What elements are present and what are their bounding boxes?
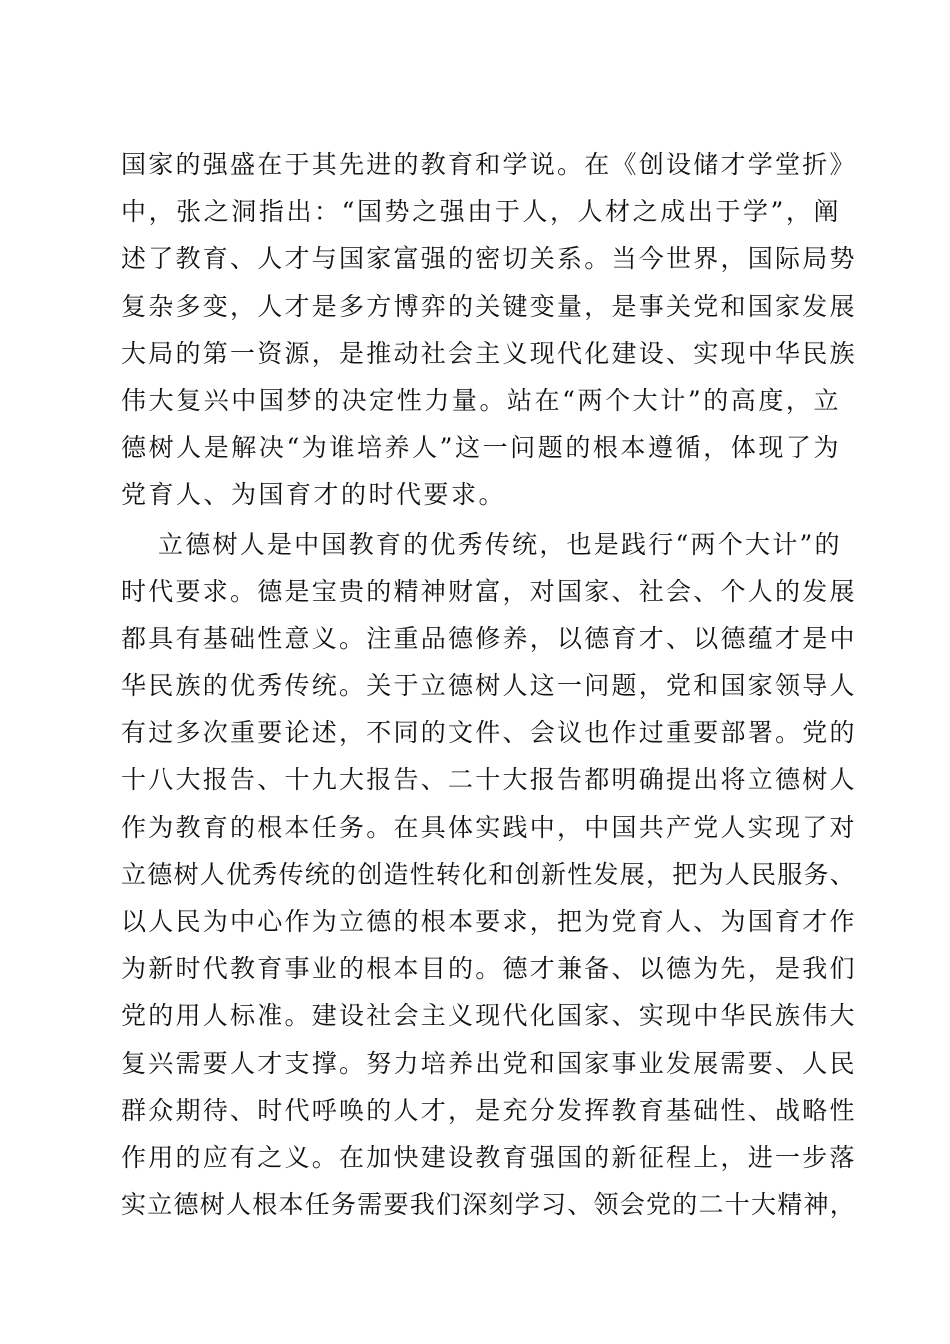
text-line: 时代要求。德是宝贵的精神财富，对国家、社会、个人的发展 [121, 576, 857, 606]
text-line: 党育人、为国育才的时代要求。 [121, 480, 507, 510]
text-line: 德树人是解决“为谁培养人”这一问题的根本遵循，体现了为 [121, 433, 841, 463]
text-line: 立德树人是中国教育的优秀传统，也是践行“两个大计”的 [158, 529, 841, 559]
text-line: 有过多次重要论述，不同的文件、会议也作过重要部署。党的 [121, 718, 857, 748]
text-line: 中，张之洞指出：“国势之强由于人，人材之成出于学”，阐 [121, 197, 841, 227]
text-line: 党的用人标准。建设社会主义现代化国家、实现中华民族伟大 [121, 1001, 857, 1031]
text-line: 实立德树人根本任务需要我们深刻学习、领会党的二十大精神， [121, 1190, 857, 1220]
text-line: 以人民为中心作为立德的根本要求，把为党育人、为国育才作 [121, 907, 857, 936]
text-line: 国家的强盛在于其先进的教育和学说。在《创设储才学堂折》 [121, 150, 857, 179]
text-line: 述了教育、人才与国家富强的密切关系。当今世界，国际局势 [121, 244, 857, 274]
text-line: 立德树人优秀传统的创造性转化和创新性发展，把为人民服务、 [121, 859, 857, 889]
text-line: 作为教育的根本任务。在具体实践中，中国共产党人实现了对 [121, 812, 857, 842]
text-line: 作用的应有之义。在加快建设教育强国的新征程上，进一步落 [121, 1142, 857, 1172]
text-line: 复兴需要人才支撑。努力培养出党和国家事业发展需要、人民 [121, 1048, 857, 1078]
text-line: 群众期待、时代呼唤的人才，是充分发挥教育基础性、战略性 [121, 1095, 857, 1125]
body-text [121, 141, 857, 1228]
text-line: 都具有基础性意义。注重品德修养，以德育才、以德蕴才是中 [121, 623, 857, 653]
text-line: 十八大报告、十九大报告、二十大报告都明确提出将立德树人 [121, 765, 857, 795]
paragraph-1 [121, 141, 857, 519]
text-line: 复杂多变，人才是多方博弈的关键变量，是事关党和国家发展 [121, 291, 857, 321]
text-line: 华民族的优秀传统。关于立德树人这一问题，党和国家领导人 [121, 671, 857, 701]
text-line: 大局的第一资源，是推动社会主义现代化建设、实现中华民族 [121, 338, 857, 368]
paragraph-2 [121, 521, 857, 1229]
text-line: 为新时代教育事业的根本目的。德才兼备、以德为先，是我们 [121, 954, 857, 984]
text-line: 伟大复兴中国梦的决定性力量。站在“两个大计”的高度，立 [121, 385, 841, 415]
